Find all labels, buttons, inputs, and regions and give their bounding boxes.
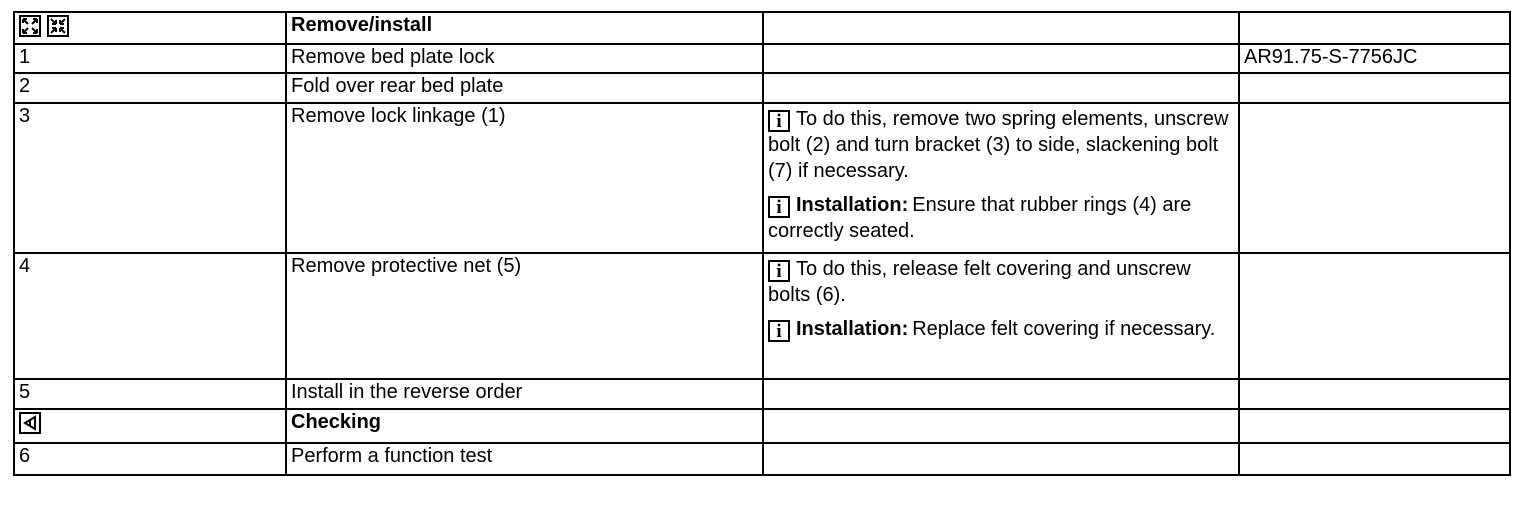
note-label: Installation: — [796, 318, 909, 340]
procedure-table — [13, 11, 1511, 476]
empty-cell — [763, 409, 1239, 443]
note-text: To do this, remove two spring elements, unscrew bolt (2) and turn bracket (3) to side, slackening bolt (7) if necessary. — [768, 108, 1229, 182]
table-row — [14, 103, 1510, 253]
step-notes — [763, 443, 1239, 475]
step-action: Remove protective net (5) — [286, 253, 763, 379]
step-number: 6 — [14, 443, 286, 475]
table-row — [14, 44, 1510, 73]
checking-header-row — [14, 409, 1510, 443]
step-notes — [763, 379, 1239, 409]
step-reference — [1239, 253, 1510, 379]
info-icon: i — [768, 196, 790, 218]
header-icons-cell — [14, 12, 286, 44]
step-number: 3 — [14, 103, 286, 253]
step-reference — [1239, 443, 1510, 475]
step-reference — [1239, 73, 1510, 103]
note-text: Replace felt covering if necessary. — [912, 318, 1216, 340]
collapse-arrows-icon — [47, 15, 69, 37]
step-number: 2 — [14, 73, 286, 103]
step-reference-link[interactable]: AR91.75-S-7756JC — [1239, 44, 1510, 73]
table-row — [14, 253, 1510, 379]
info-icon: i — [768, 320, 790, 342]
step-number: 4 — [14, 253, 286, 379]
note-text: To do this, release felt covering and unscrew bolts (6). — [768, 258, 1191, 306]
section-header-row — [14, 12, 1510, 44]
check-arrow-icon — [19, 412, 41, 434]
step-reference — [1239, 379, 1510, 409]
step-reference — [1239, 103, 1510, 253]
info-note — [768, 106, 1234, 184]
step-action: Remove bed plate lock — [286, 44, 763, 73]
step-action: Remove lock linkage (1) — [286, 103, 763, 253]
installation-note — [768, 316, 1234, 342]
step-action: Perform a function test — [286, 443, 763, 475]
empty-cell — [763, 12, 1239, 44]
step-notes — [763, 44, 1239, 73]
table-row — [14, 443, 1510, 475]
expand-arrows-icon — [19, 15, 41, 37]
step-number: 5 — [14, 379, 286, 409]
note-label: Installation: — [796, 194, 909, 216]
info-note — [768, 256, 1234, 308]
step-number: 1 — [14, 44, 286, 73]
step-notes — [763, 73, 1239, 103]
step-notes — [763, 253, 1239, 379]
table-row — [14, 73, 1510, 103]
checking-title: Checking — [286, 409, 763, 443]
empty-cell — [1239, 12, 1510, 44]
info-icon: i — [768, 110, 790, 132]
step-action: Install in the reverse order — [286, 379, 763, 409]
table-row — [14, 379, 1510, 409]
installation-note — [768, 192, 1234, 244]
step-action: Fold over rear bed plate — [286, 73, 763, 103]
info-icon: i — [768, 260, 790, 282]
note-text: Ensure that rubber rings (4) are correctly seated. — [768, 194, 1192, 242]
empty-cell — [1239, 409, 1510, 443]
section-title: Remove/install — [286, 12, 763, 44]
step-notes — [763, 103, 1239, 253]
checking-icon-cell — [14, 409, 286, 443]
